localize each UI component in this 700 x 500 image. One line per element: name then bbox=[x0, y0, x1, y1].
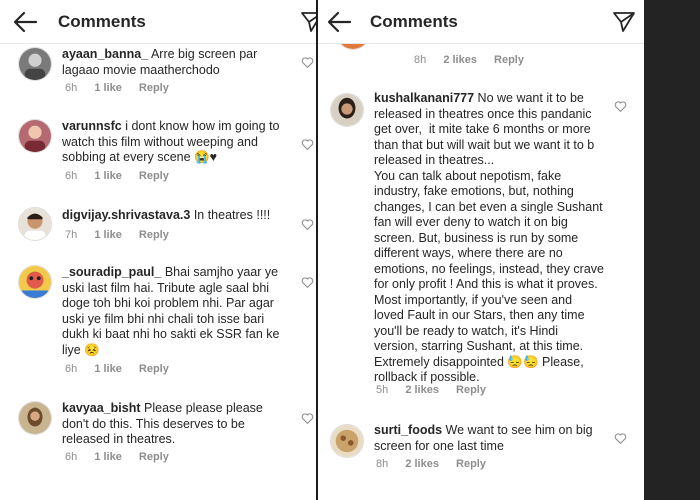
likes-count[interactable]: 1 like bbox=[94, 363, 122, 375]
comment-body: i dont know how im going to watch this film without weeping and sobbing at every scene 😭♥ bbox=[62, 119, 280, 164]
comment-time: 7h bbox=[65, 229, 78, 241]
reply-button[interactable]: Reply bbox=[138, 170, 169, 182]
comment-meta bbox=[65, 363, 183, 375]
username[interactable]: digvijay.shrivastava.3 bbox=[62, 208, 191, 222]
direct-share-icon[interactable] bbox=[612, 10, 636, 34]
avatar[interactable] bbox=[18, 401, 52, 435]
comment-body: Arre big screen par lagaao movie maatherchodo bbox=[62, 47, 258, 77]
comment-meta bbox=[65, 170, 183, 182]
comment-item bbox=[0, 398, 318, 468]
comment-meta bbox=[65, 451, 183, 463]
likes-count[interactable]: 2 likes bbox=[405, 384, 439, 396]
reply-button[interactable]: Reply bbox=[138, 451, 169, 463]
comment-time: 6h bbox=[65, 451, 78, 463]
comment-time: 6h bbox=[65, 170, 78, 182]
comment-meta bbox=[376, 458, 500, 470]
like-heart-icon[interactable] bbox=[301, 412, 314, 425]
comment-text bbox=[62, 119, 287, 166]
comment-item bbox=[318, 420, 644, 480]
reply-button[interactable]: Reply bbox=[494, 54, 524, 66]
comment-time: 8h bbox=[414, 54, 427, 66]
avatar[interactable] bbox=[18, 47, 52, 81]
comment-meta bbox=[376, 384, 500, 396]
comment-body: Please please please don't do this. This deserves to be released in theatres. bbox=[62, 401, 263, 446]
username[interactable]: varunnsfc bbox=[62, 119, 122, 133]
like-heart-icon[interactable] bbox=[301, 56, 314, 69]
comment-text bbox=[62, 401, 267, 448]
username[interactable]: ayaan_banna_ bbox=[62, 47, 149, 61]
right-comments-panel bbox=[318, 0, 644, 500]
like-heart-icon[interactable] bbox=[614, 432, 627, 445]
avatar[interactable] bbox=[18, 119, 52, 153]
comment-meta bbox=[414, 54, 538, 66]
comments-header bbox=[0, 0, 318, 44]
likes-count[interactable]: 2 likes bbox=[443, 54, 477, 66]
comment-text bbox=[62, 265, 290, 358]
username[interactable]: surti_foods bbox=[374, 423, 443, 437]
left-comments-panel bbox=[0, 0, 318, 470]
comment-item bbox=[0, 44, 318, 104]
comment-time: 8h bbox=[376, 458, 389, 470]
comment-meta bbox=[65, 229, 183, 241]
avatar[interactable] bbox=[18, 207, 52, 241]
comment-text bbox=[374, 423, 599, 454]
likes-count[interactable]: 1 like bbox=[94, 82, 122, 94]
comment-item bbox=[0, 262, 318, 382]
comment-body: Bhai samjho yaar ye uski last film hai. Tribute agle saal bhi doge toh bhi koi problem nhi. Par agar uski ye film bhi nhi chali toh isse bari dukh ki baat nhi ho sakti ek SSR fan ke liye 😣 bbox=[62, 265, 280, 357]
like-heart-icon[interactable] bbox=[301, 138, 314, 151]
reply-button[interactable]: Reply bbox=[138, 229, 169, 241]
avatar[interactable] bbox=[330, 424, 364, 458]
page-title: Comments bbox=[58, 12, 146, 31]
reply-button[interactable]: Reply bbox=[456, 384, 486, 396]
bottom-strip bbox=[0, 470, 316, 500]
reply-button[interactable]: Reply bbox=[138, 82, 169, 94]
comment-text bbox=[62, 208, 302, 224]
comment-text bbox=[62, 47, 262, 78]
username[interactable]: _souradip_paul_ bbox=[62, 265, 162, 279]
comment-item bbox=[0, 116, 318, 196]
comment-time: 6h bbox=[65, 363, 78, 375]
page-title: Comments bbox=[370, 12, 458, 31]
comment-meta bbox=[65, 82, 183, 94]
reply-button[interactable]: Reply bbox=[456, 458, 486, 470]
comment-item bbox=[318, 88, 644, 408]
likes-count[interactable]: 1 like bbox=[94, 170, 122, 182]
like-heart-icon[interactable] bbox=[301, 276, 314, 289]
comments-header bbox=[318, 0, 644, 44]
comment-text bbox=[374, 91, 604, 386]
avatar[interactable] bbox=[18, 265, 52, 299]
likes-count[interactable]: 1 like bbox=[94, 451, 122, 463]
comment-body: No we want it to be released in theatres once this pandanic get over, it mite take 6 months or more than that but will wait but we want it to b released in theatres... You can talk about nepotism, fake industry, fake emotions, but, nothing changes, I can bet even a single Sushant fan will ever deny to watch it on big screen. But, business is run by some different ways, where there are no emotions, no feelings, instead, they crave for only profit ! And this is what it proves. Most importantly, if you've seen and loved Fault in our Stars, then any time you'll be ready to watch, it's Hindi version, starring Sushant, at this time. Extremely disappointed 😓😓 Please, rollback if possible. bbox=[374, 91, 604, 384]
comment-time: 5h bbox=[376, 384, 389, 396]
back-arrow-icon[interactable] bbox=[326, 10, 352, 34]
reply-button[interactable]: Reply bbox=[138, 363, 169, 375]
background-edge bbox=[644, 0, 700, 500]
avatar[interactable] bbox=[330, 93, 364, 127]
comment-body: In theatres !!!! bbox=[193, 208, 271, 222]
likes-count[interactable]: 2 likes bbox=[405, 458, 439, 470]
back-arrow-icon[interactable] bbox=[12, 10, 38, 34]
username[interactable]: kavyaa_bisht bbox=[62, 401, 141, 415]
like-heart-icon[interactable] bbox=[614, 100, 627, 113]
likes-count[interactable]: 1 like bbox=[94, 229, 122, 241]
comment-item bbox=[0, 204, 318, 248]
comment-time: 6h bbox=[65, 82, 78, 94]
comment-body: We want to see him on big screen for one last time bbox=[374, 423, 593, 453]
username[interactable]: kushalkanani777 bbox=[374, 91, 475, 105]
like-heart-icon[interactable] bbox=[301, 218, 314, 231]
